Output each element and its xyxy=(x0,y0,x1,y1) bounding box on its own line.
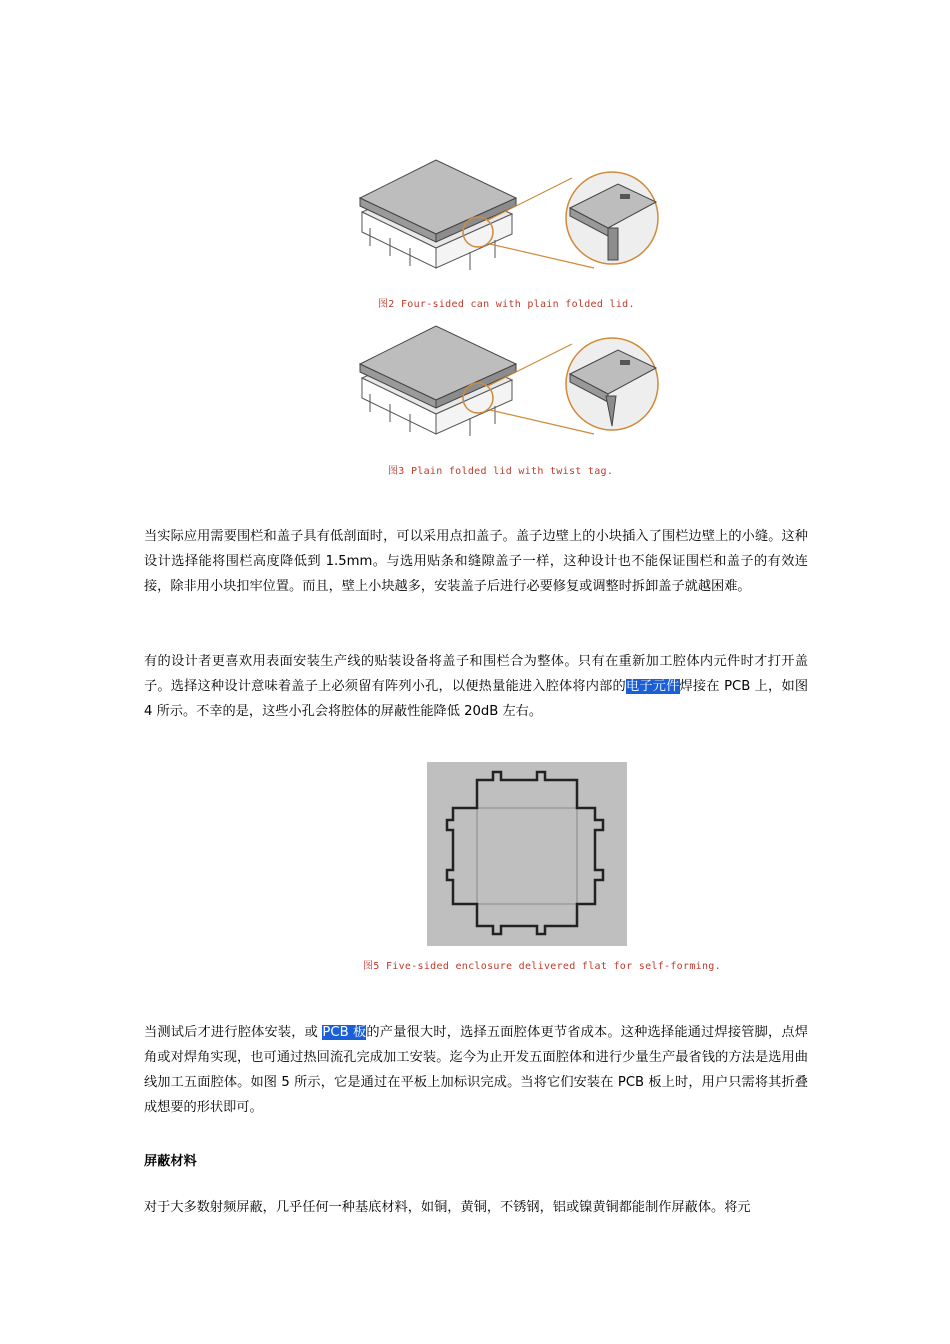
paragraph-2 xyxy=(144,649,808,724)
figure-5-caption: 图5 Five-sided enclosure delivered flat for self-forming. xyxy=(363,961,721,972)
pcb-board-link[interactable]: PCB 板 xyxy=(322,1025,367,1040)
section-heading-shielding-materials: 屏蔽材料 xyxy=(144,1154,197,1169)
figure-2-illustration xyxy=(350,150,670,290)
figure-3-illustration xyxy=(350,316,670,456)
figure-3-caption: 图3 Plain folded lid with twist tag. xyxy=(388,466,614,477)
figure-5-illustration xyxy=(427,762,627,946)
electronic-components-link[interactable]: 电子元件 xyxy=(625,679,680,694)
paragraph-1: 当实际应用需要围栏和盖子具有低剖面时，可以采用点扣盖子。盖子边壁上的小块插入了围栏边壁上的小缝。这种设计选择能将围栏高度降低到 1.5mm。与选用贴条和缝隙盖子一样，这种设计也不能保证围栏和盖子的有效连接，除非用小块扣牢位置。而且，壁上小块越多，安装盖子后进行必要修复或调整时拆卸盖子就越困难。 xyxy=(144,529,808,594)
paragraph-3-text-before: 当测试后才进行腔体安装，或 xyxy=(144,1025,323,1040)
paragraph-3-text-after: 的产量很大时，选择五面腔体更节省成本。这种选择能通过焊接管脚，点焊角或对焊角实现，也可通过热回流孔完成加工安装。迄今为止开发五面腔体和进行少量生产最省钱的方法是选用曲线加工五面腔体。如图 5 所示，它是通过在平板上加标识完成。当将它们安装在 PCB 板上时，用户只需将其折叠成想要的形状即可。 xyxy=(144,1025,808,1115)
paragraph-3 xyxy=(144,1020,808,1120)
figure-2-caption: 图2 Four-sided can with plain folded lid. xyxy=(378,299,635,310)
paragraph-4: 对于大多数射频屏蔽，几乎任何一种基底材料，如铜，黄铜，不锈钢，铝或镍黄铜都能制作屏蔽体。将元 xyxy=(144,1200,751,1215)
paragraph-2-text-after: 焊接在 PCB 上，如图 4 所示。不幸的是，这些小孔会将腔体的屏蔽性能降低 20dB 左右。 xyxy=(144,679,809,719)
paragraph-2-text-before: 有的设计者更喜欢用表面安装生产线的贴装设备将盖子和围栏合为整体。只有在重新加工腔体内元件时才打开盖子。选择这种设计意味着盖子上必须留有阵列小孔，以便热量能进入腔体将内部的 xyxy=(144,654,808,694)
